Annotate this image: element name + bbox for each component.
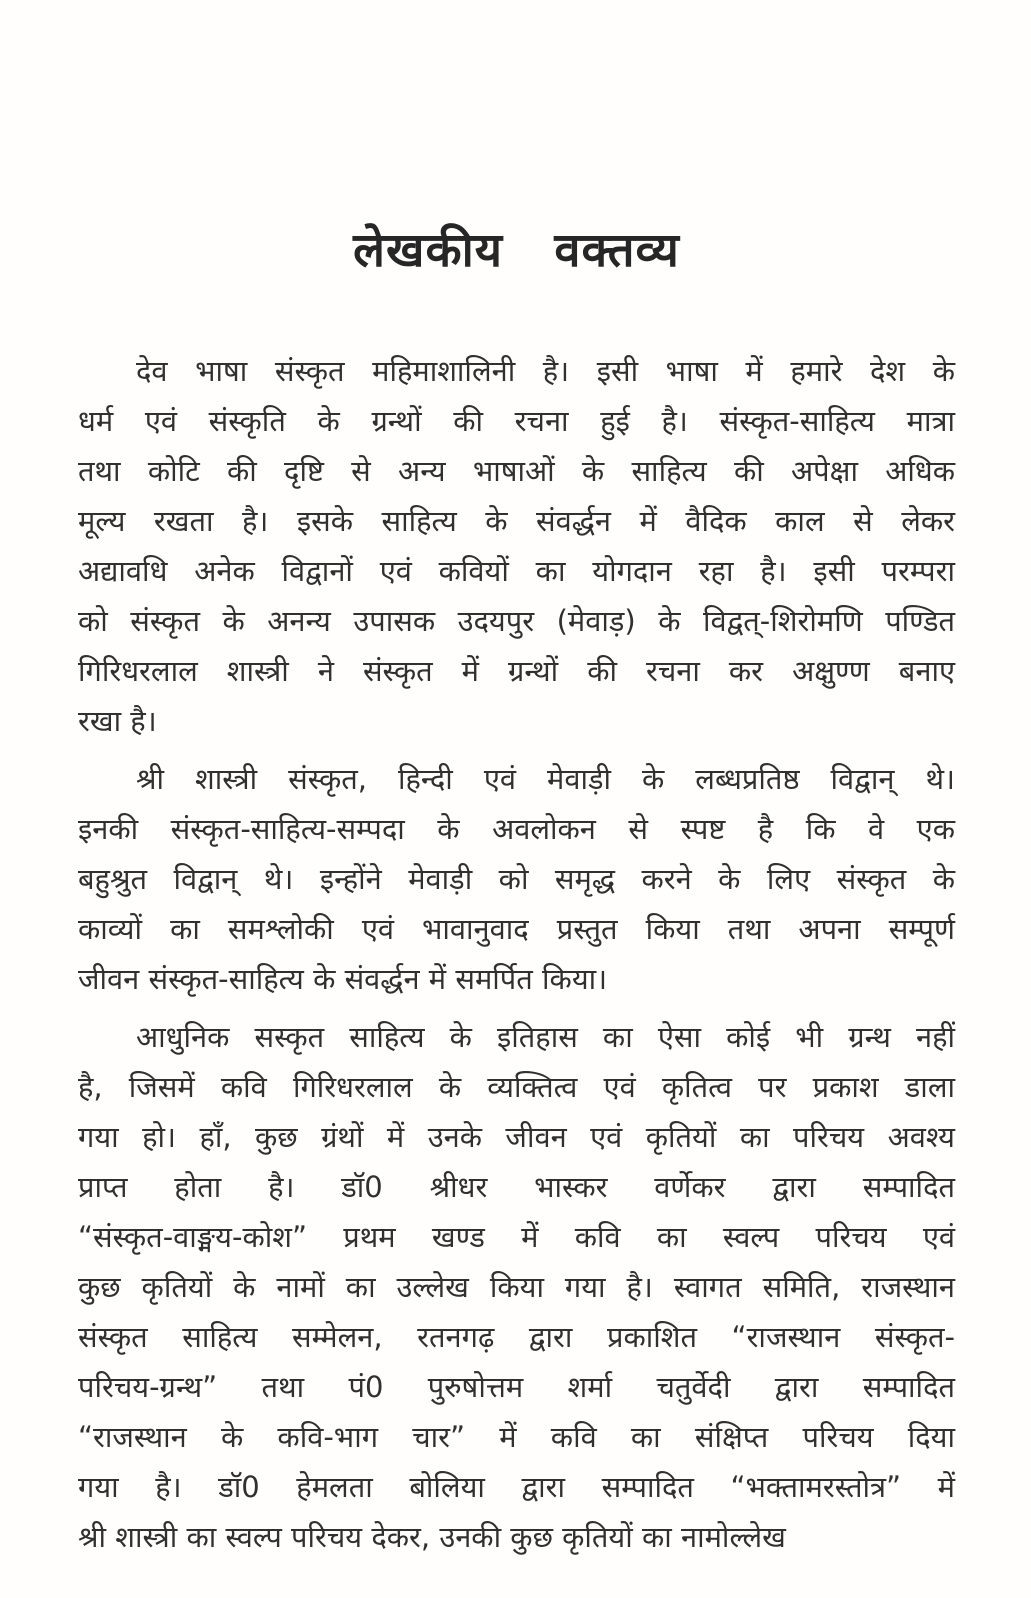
text-line: काव्यों का समश्लोकी एवं भावानुवाद प्रस्तुत किया तथा अपना सम्पूर्ण	[78, 911, 955, 946]
text-line: श्री शास्त्री का स्वल्प परिचय देकर, उनकी कुछ कृतियों का नामोल्लेख	[78, 1519, 786, 1554]
text-line: गिरिधरलाल शास्त्री ने संस्कृत में ग्रन्थों की रचना कर अक्षुण्ण बनाए	[78, 653, 955, 688]
text-line: बहुश्रुत विद्वान् थे। इन्होंने मेवाड़ी को समृद्ध करने के लिए संस्कृत के	[78, 861, 955, 896]
paragraph-1	[78, 346, 955, 746]
text-line: इनकी संस्कृत-साहित्य-सम्पदा के अवलोकन से स्पष्ट है कि वे एक	[78, 811, 955, 846]
paragraph-3	[78, 1012, 955, 1562]
text-line: संस्कृत साहित्य सम्मेलन, रतनगढ़ द्वारा प्रकाशित “राजस्थान संस्कृत-	[78, 1319, 955, 1354]
text-line: परिचय-ग्रन्थ” तथा पं0 पुरुषोत्तम शर्मा चतुर्वेदी द्वारा सम्पादित	[78, 1369, 955, 1404]
text-line: “संस्कृत-वाङ्मय-कोश” प्रथम खण्ड में कवि का स्वल्प परिचय एवं	[78, 1219, 955, 1254]
text-line: है, जिसमें कवि गिरिधरलाल के व्यक्तित्व एवं कृतित्व पर प्रकाश डाला	[78, 1069, 955, 1104]
text-line: धर्म एवं संस्कृति के ग्रन्थों की रचना हुई है। संस्कृत-साहित्य मात्रा	[78, 403, 955, 438]
text-line: तथा कोटि की दृष्टि से अन्य भाषाओं के साहित्य की अपेक्षा अधिक	[78, 453, 955, 488]
text-line: प्राप्त होता है। डॉ0 श्रीधर भास्कर वर्णेकर द्वारा सम्पादित	[78, 1169, 955, 1204]
page-body	[78, 346, 955, 1562]
paragraph-2	[78, 754, 955, 1004]
page-title: लेखकीय वक्तव्य	[353, 223, 680, 278]
text-line: अद्यावधि अनेक विद्वानों एवं कवियों का योगदान रहा है। इसी परम्परा	[78, 553, 955, 588]
text-line: रखा है।	[78, 703, 157, 738]
text-line: “राजस्थान के कवि-भाग चार” में कवि का संक्षिप्त परिचय दिया	[78, 1419, 955, 1454]
text-line: गया हो। हाँ, कुछ ग्रंथों में उनके जीवन एवं कृतियों का परिचय अवश्य	[78, 1119, 955, 1154]
text-line: मूल्य रखता है। इसके साहित्य के संवर्द्धन में वैदिक काल से लेकर	[78, 503, 955, 538]
text-line: जीवन संस्कृत-साहित्य के संवर्द्धन में समर्पित किया।	[78, 961, 608, 996]
text-line: देव भाषा संस्कृत महिमाशालिनी है। इसी भाषा में हमारे देश के	[136, 353, 955, 388]
text-line: श्री शास्त्री संस्कृत, हिन्दी एवं मेवाड़ी के लब्धप्रतिष्ठ विद्वान् थे।	[136, 761, 955, 796]
text-line: गया है। डॉ0 हेमलता बोलिया द्वारा सम्पादित “भक्तामरस्तोत्र” में	[78, 1469, 955, 1504]
text-line: आधुनिक सस्कृत साहित्य के इतिहास का ऐसा कोई भी ग्रन्थ नहीं	[136, 1019, 955, 1054]
text-line: को संस्कृत के अनन्य उपासक उदयपुर (मेवाड़) के विद्वत्-शिरोमणि पण्डित	[78, 603, 955, 638]
text-line: कुछ कृतियों के नामों का उल्लेख किया गया है। स्वागत समिति, राजस्थान	[78, 1269, 955, 1304]
